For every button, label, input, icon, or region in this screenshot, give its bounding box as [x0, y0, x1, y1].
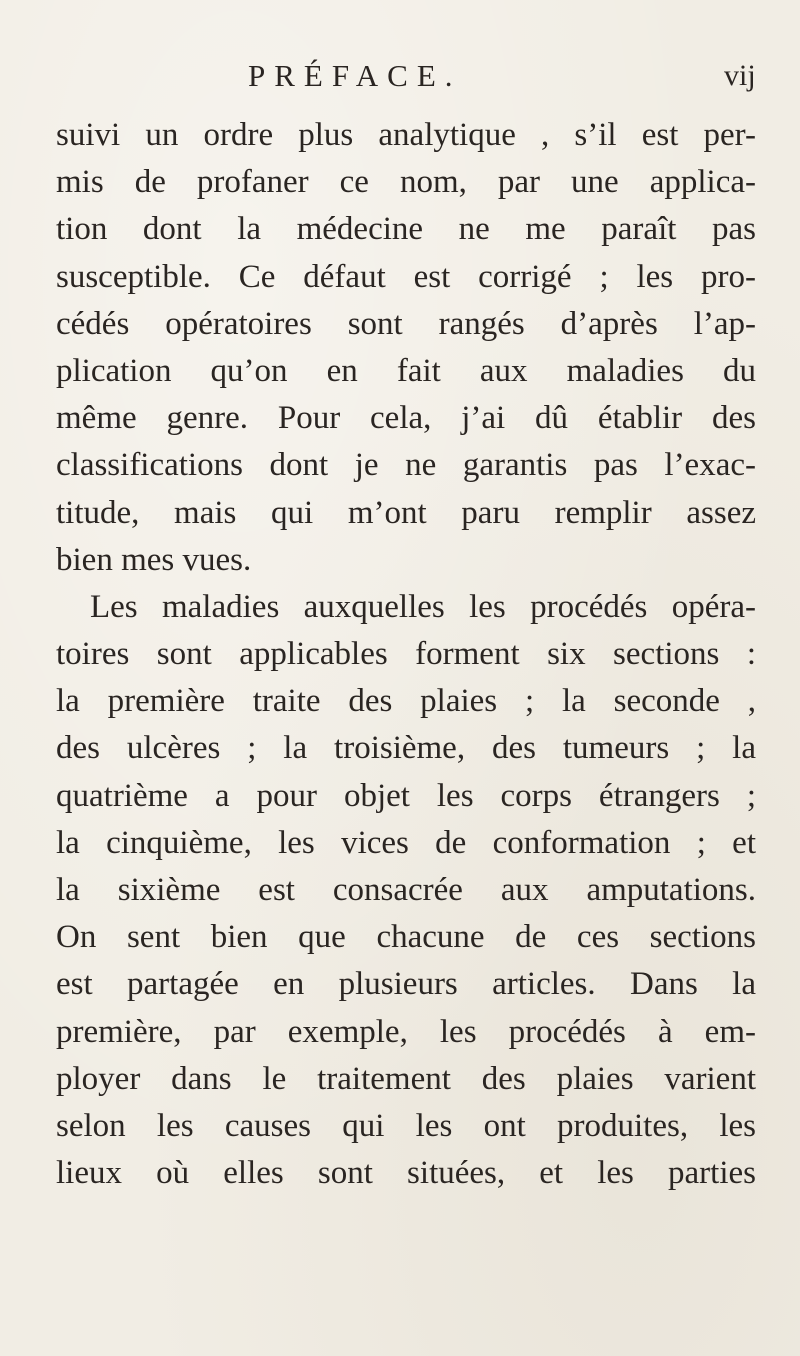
text-line: bien mes vues. [56, 541, 252, 578]
text-line: première, par exemple, les procédés à em- [56, 1013, 756, 1050]
paragraph-2 [56, 584, 756, 1197]
text-line: tion dont la médecine ne me paraît pas [56, 211, 756, 248]
text-line: titude, mais qui m’ont paru remplir assez [56, 494, 756, 531]
text-line: la première traite des plaies ; la seconde , [56, 683, 756, 720]
text-line: selon les causes qui les ont produites, les [56, 1107, 756, 1144]
text-line: ployer dans le traitement des plaies varient [56, 1060, 756, 1097]
text-line: la cinquième, les vices de conformation ; et [56, 824, 756, 861]
text-line: des ulcères ; la troisième, des tumeurs ; la [56, 730, 756, 767]
page-number: vij [724, 59, 756, 92]
text-line: même genre. Pour cela, j’ai dû établir des [56, 400, 756, 437]
text-line: On sent bien que chacune de ces sections [56, 919, 756, 956]
body-text [56, 112, 756, 1197]
text-line: toires sont applicables forment six sections : [56, 636, 756, 673]
paragraph-1 [56, 112, 756, 584]
text-line: suivi un ordre plus analytique , s’il est per- [56, 117, 756, 153]
text-line: cédés opératoires sont rangés d’après l’ap- [56, 305, 756, 342]
text-line: lieux où elles sont situées, et les parties [56, 1155, 756, 1192]
text-line: susceptible. Ce défaut est corrigé ; les pro- [56, 258, 756, 295]
text-line: est partagée en plusieurs articles. Dans la [56, 966, 756, 1003]
text-line: classifications dont je ne garantis pas l’exac- [56, 447, 756, 484]
text-line: quatrième a pour objet les corps étrangers ; [56, 777, 756, 814]
text-line: Les maladies auxquelles les procédés opéra- [90, 588, 756, 625]
text-line: la sixième est consacrée aux amputations. [56, 872, 756, 908]
text-line: mis de profaner ce nom, par une applica- [56, 164, 756, 201]
running-title: PRÉFACE. [248, 58, 462, 93]
text-line: plication qu’on en fait aux maladies du [56, 352, 756, 389]
running-head [0, 54, 800, 98]
